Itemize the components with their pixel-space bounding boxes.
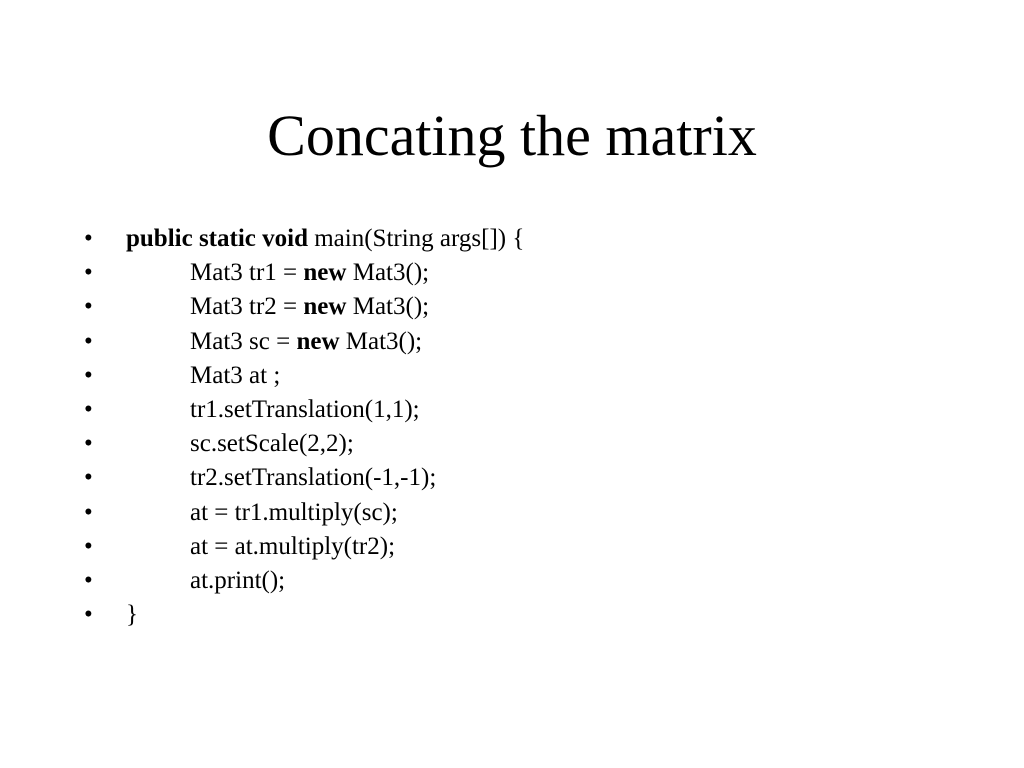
code-line-text — [190, 564, 285, 598]
code-text: Mat3 sc = — [190, 327, 297, 355]
code-line-text — [190, 359, 280, 393]
code-line — [84, 564, 984, 598]
code-line-text — [190, 290, 429, 324]
bullet-marker: • — [84, 532, 93, 560]
code-text: tr2.setTranslation(-1,-1); — [190, 464, 437, 492]
code-line — [84, 598, 984, 632]
code-text: Mat3(); — [346, 259, 430, 287]
code-text: Mat3 tr2 = — [190, 293, 304, 321]
code-bullet-list — [84, 222, 984, 632]
code-text: at = tr1.multiply(sc); — [190, 498, 398, 526]
code-text: } — [126, 601, 138, 629]
code-line — [84, 530, 984, 564]
code-line-text — [190, 256, 429, 290]
code-line-text — [190, 427, 354, 461]
code-line — [84, 290, 984, 324]
code-line-text — [190, 461, 436, 495]
code-line-text — [190, 325, 422, 359]
code-text: sc.setScale(2,2); — [190, 430, 354, 458]
bullet-marker: • — [84, 395, 93, 423]
bullet-marker: • — [84, 293, 93, 321]
code-line-text — [126, 598, 138, 632]
code-line — [84, 359, 984, 393]
code-line — [84, 256, 984, 290]
code-text: main(String args[]) { — [307, 225, 525, 252]
code-text: Mat3(); — [339, 327, 423, 355]
bullet-marker: • — [84, 464, 93, 492]
code-line — [84, 427, 984, 461]
bullet-marker: • — [84, 601, 93, 629]
code-line — [84, 461, 984, 495]
code-text: Mat3 at ; — [190, 361, 281, 389]
bullet-marker: • — [84, 259, 93, 287]
bullet-marker: • — [84, 498, 93, 526]
bullet-marker: • — [84, 361, 93, 389]
code-text: at.print(); — [190, 566, 286, 594]
code-line-text — [190, 496, 398, 530]
keyword-text: public static void — [126, 225, 308, 252]
slide-title: Concating the matrix — [267, 103, 757, 168]
bullet-marker: • — [84, 566, 93, 594]
code-line — [84, 325, 984, 359]
keyword-text: new — [303, 259, 347, 287]
code-text: Mat3 tr1 = — [190, 259, 304, 287]
code-text: tr1.setTranslation(1,1); — [190, 395, 420, 423]
code-text: Mat3(); — [346, 293, 430, 321]
keyword-text: new — [296, 327, 340, 355]
code-line — [84, 496, 984, 530]
keyword-text: new — [303, 293, 347, 321]
code-text: at = at.multiply(tr2); — [190, 532, 396, 560]
bullet-marker: • — [84, 327, 93, 355]
code-line — [84, 393, 984, 427]
bullet-marker: • — [84, 225, 93, 252]
code-line — [84, 222, 984, 256]
code-line-text — [126, 222, 524, 256]
code-line-text — [190, 530, 395, 564]
bullet-marker: • — [84, 430, 93, 458]
code-line-text — [190, 393, 420, 427]
